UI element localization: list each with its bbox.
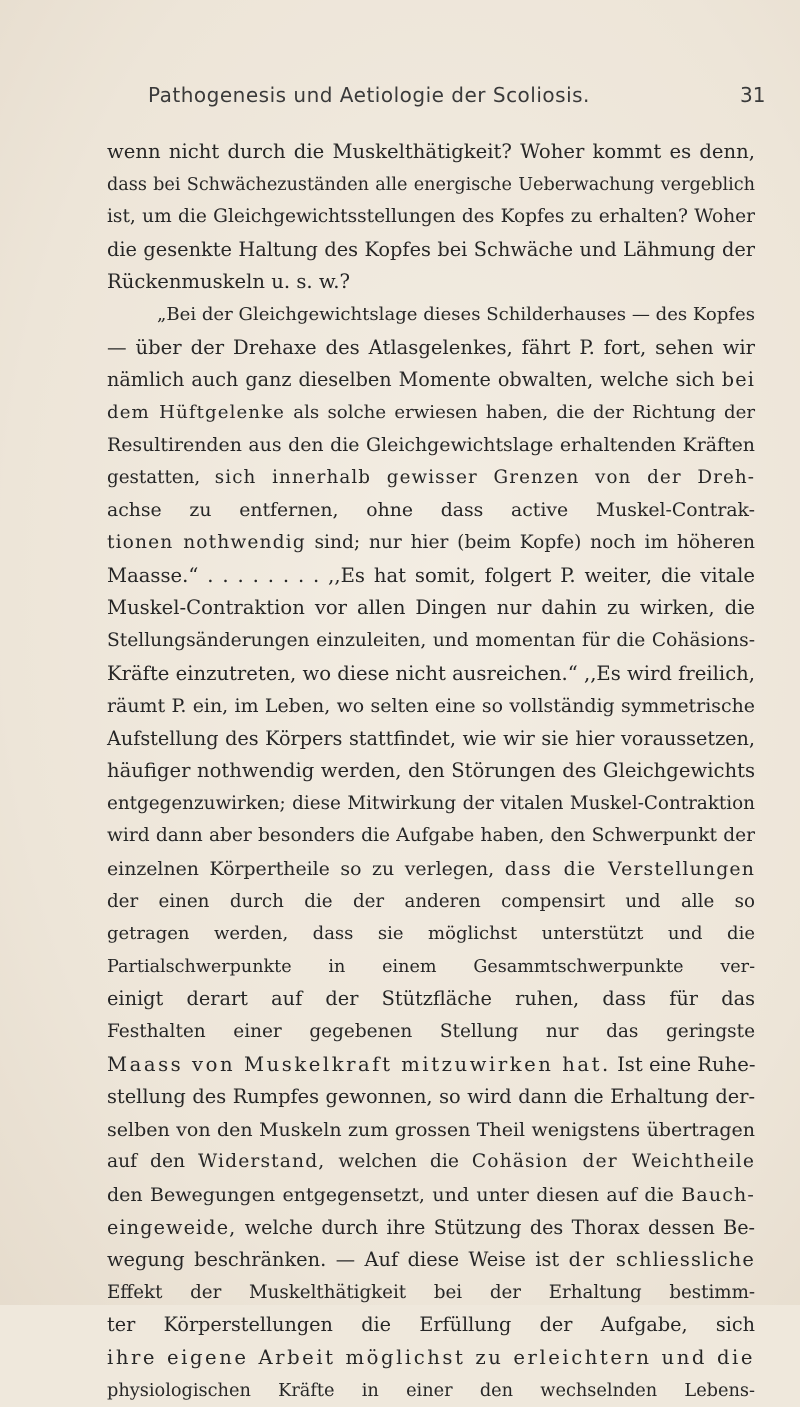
text-line: einigt derart auf der Stützfläche ruhen, dass für das bbox=[107, 987, 755, 1011]
text-line: Maasse.“ . . . . . . . . ,,Es hat somit, folgert P. weiter, die vitale bbox=[107, 563, 755, 587]
spaced-emphasis: Widerstand, bbox=[198, 1151, 326, 1173]
text-line: Aufstellung des Körpers stattfindet, wie wir sie hier voraussetzen, bbox=[107, 726, 755, 750]
text-line: Resultirenden aus den die Gleichgewichtslage erhaltenden Kräften bbox=[107, 434, 755, 457]
running-title: Pathogenesis und Aetiologie der Scoliosis. bbox=[148, 83, 590, 107]
text-line: Kräfte einzutreten, wo diese nicht ausreichen.“ ,,Es wird freilich, bbox=[107, 661, 756, 685]
spaced-emphasis: der schliessliche bbox=[568, 1248, 755, 1272]
text-line: eingeweide, welche durch ihre Stützung des Thorax dessen Be- bbox=[107, 1215, 755, 1239]
text-line: die gesenkte Haltung des Kopfes bei Schwäche und Lähmung der bbox=[107, 237, 755, 261]
text-line: dass bei Schwächezuständen alle energische Ueberwachung vergeblich bbox=[107, 174, 755, 195]
text-line: Muskel-Contraktion vor allen Dingen nur dahin zu wirken, die bbox=[107, 596, 755, 620]
text-line: ist, um die Gleichgewichtsstellungen des Kopfes zu erhalten? Woher bbox=[107, 206, 755, 228]
text-line: Effekt der Muskelthätigkeit bei der Erhaltung bestimm- bbox=[107, 1281, 755, 1303]
text-line: auf den Widerstand, welchen die Cohäsion der Weichtheile bbox=[107, 1151, 755, 1173]
text-line: Partialschwerpunkte in einem Gesammtschwerpunkte ver- bbox=[107, 956, 755, 977]
spaced-emphasis: dass die Verstellungen bbox=[504, 858, 755, 881]
text-line: getragen werden, dass sie möglichst unterstützt und die bbox=[107, 923, 755, 945]
text-line: ihre eigene Arbeit möglichst zu erleichtern und die bbox=[107, 1345, 755, 1369]
spaced-emphasis: tionen nothwendig bbox=[107, 532, 306, 554]
text-line: stellung des Rumpfes gewonnen, so wird dann die Erhaltung der- bbox=[107, 1085, 755, 1109]
text-line: den Bewegungen entgegensetzt, und unter diesen auf die Bauch- bbox=[107, 1184, 755, 1206]
text-line: räumt P. ein, im Leben, wo selten eine so vollständig symmetrische bbox=[107, 695, 755, 718]
text-line: achse zu entfernen, ohne dass active Muskel-Contrak- bbox=[107, 499, 755, 521]
text-line: Rückenmuskeln u. s. w.? bbox=[107, 270, 351, 294]
text-line: wenn nicht durch die Muskelthätigkeit? Woher kommt es denn, bbox=[107, 140, 755, 163]
text-line: Maass von Muskelkraft mitzuwirken hat. Ist eine Ruhe- bbox=[107, 1052, 756, 1076]
text-line: ter Körperstellungen die Erfüllung der Aufgabe, sich bbox=[107, 1313, 755, 1337]
text-line: physiologischen Kräfte in einer den wechselnden Lebens- bbox=[107, 1380, 755, 1401]
spaced-emphasis: sich innerhalb gewisser Grenzen von der Dreh- bbox=[214, 466, 755, 488]
text-line: entgegenzuwirken; diese Mitwirkung der vitalen Muskel-Contraktion bbox=[107, 792, 755, 814]
text-line: — über der Drehaxe des Atlasgelenkes, fährt P. fort, sehen wir bbox=[107, 335, 755, 359]
spaced-emphasis: eingeweide, bbox=[107, 1215, 237, 1239]
text-line: wegung beschränken. — Auf diese Weise ist der schliessliche bbox=[107, 1248, 755, 1272]
text-line: der einen durch die der anderen compensirt und alle so bbox=[107, 890, 755, 912]
text-line: tionen nothwendig sind; nur hier (beim Kopfe) noch im höheren bbox=[107, 532, 755, 554]
text-line: „Bei der Gleichgewichtslage dieses Schilderhauses — des Kopfes bbox=[157, 303, 755, 325]
text-line: nämlich auch ganz dieselben Momente obwalten, welche sich bei bbox=[107, 368, 755, 392]
text-line: Festhalten einer gegebenen Stellung nur das geringste bbox=[107, 1021, 755, 1043]
spaced-emphasis: Bauch- bbox=[681, 1184, 755, 1206]
text-line: häufiger nothwendig werden, den Störungen des Gleichgewichts bbox=[107, 759, 755, 783]
spaced-emphasis: bei bbox=[721, 368, 755, 392]
text-line: gestatten, sich innerhalb gewisser Grenzen von der Dreh- bbox=[107, 466, 755, 488]
text-line: Stellungsänderungen einzuleiten, und momentan für die Cohäsions- bbox=[107, 629, 755, 651]
text-line: einzelnen Körpertheile so zu verlegen, dass die Verstellungen bbox=[107, 858, 755, 881]
text-line: dem Hüftgelenke als solche erwiesen haben, die der Richtung der bbox=[107, 401, 755, 423]
spaced-emphasis: dem Hüftgelenke bbox=[107, 401, 285, 423]
page-number: 31 bbox=[740, 83, 766, 107]
body-text bbox=[107, 136, 755, 1407]
page-header bbox=[0, 83, 800, 113]
text-line: wird dann aber besonders die Aufgabe haben, den Schwerpunkt der bbox=[107, 825, 755, 847]
text-line: selben von den Muskeln zum grossen Theil wenigstens übertragen bbox=[107, 1118, 755, 1141]
spaced-emphasis: Cohäsion der Weichtheile bbox=[471, 1151, 755, 1173]
spaced-emphasis: Maass von Muskelkraft mitzuwirken hat. bbox=[107, 1052, 611, 1076]
